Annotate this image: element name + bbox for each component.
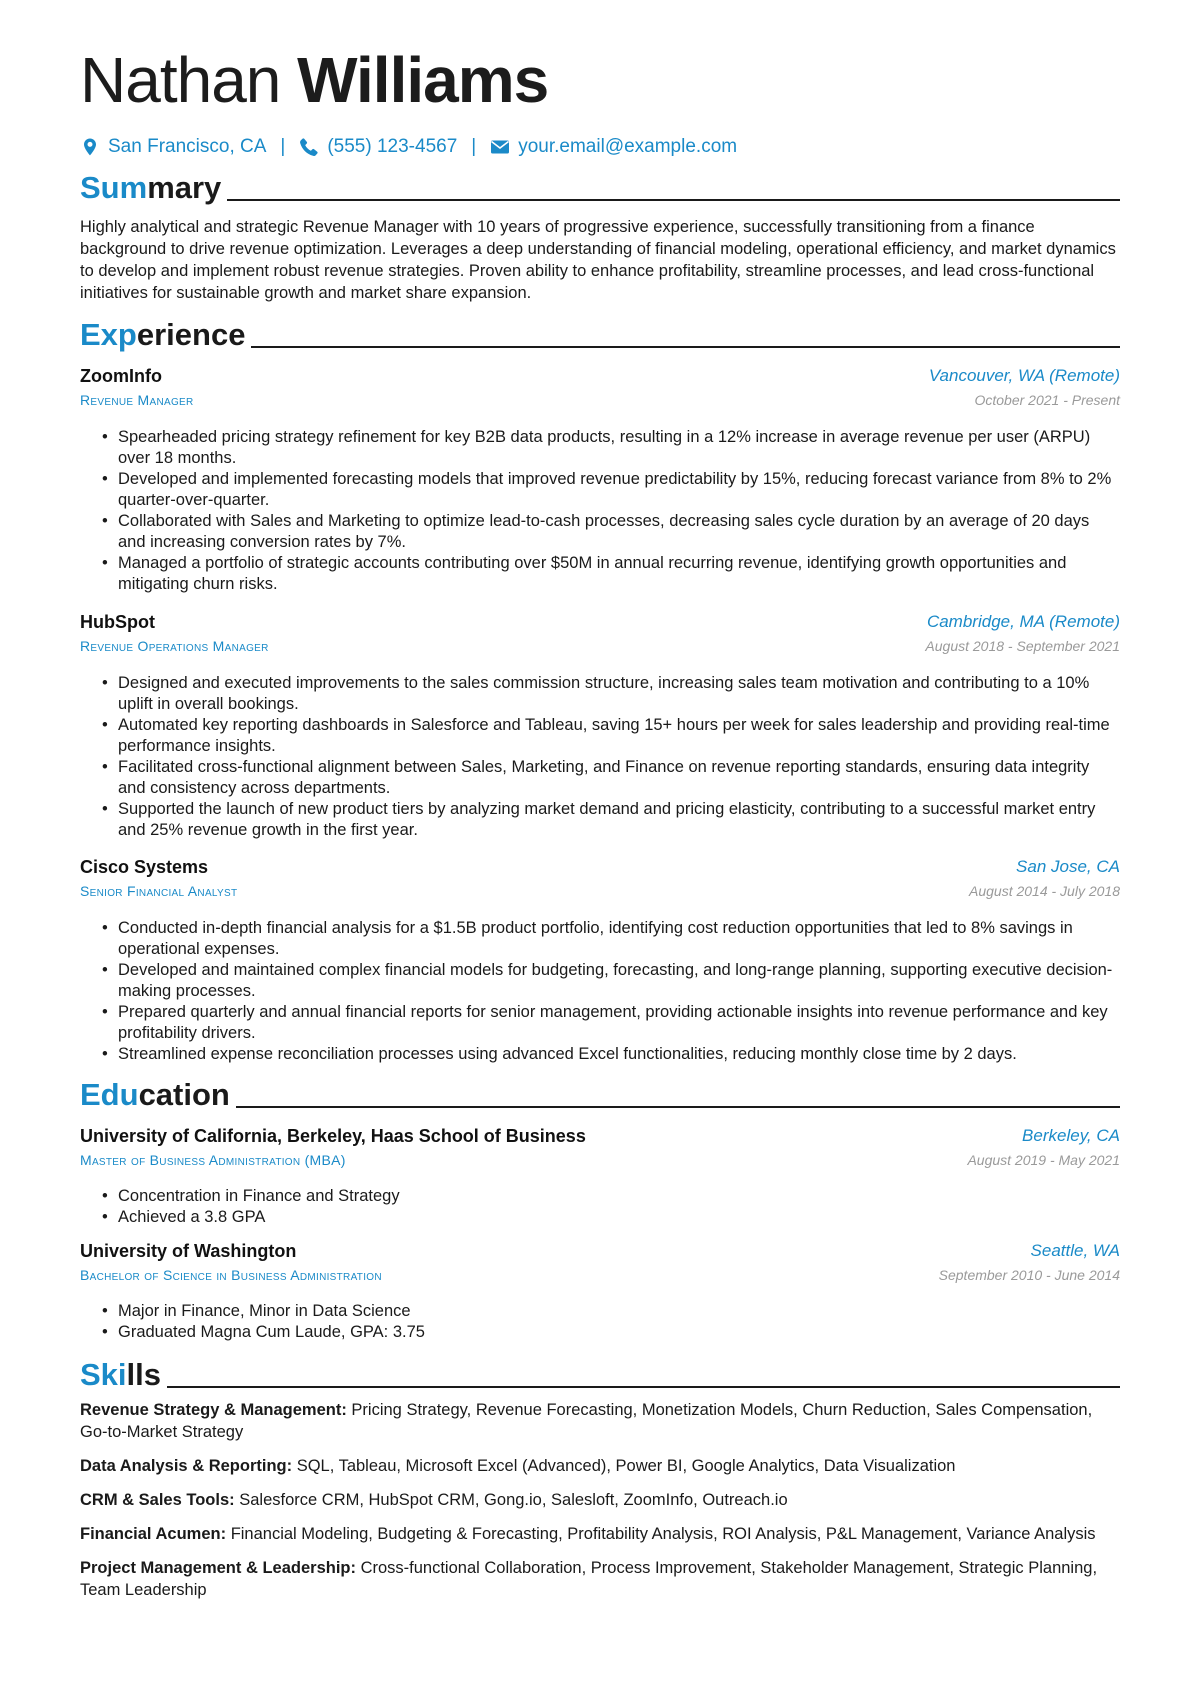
contact-separator: | bbox=[471, 136, 477, 157]
list-item: • Graduated Magna Cum Laude, GPA: 3.75 bbox=[80, 1322, 1120, 1343]
list-item: • Spearheaded pricing strategy refinement for key B2B data products, resulting in a 12% increase in average revenue per user (ARPU) over 18 months. bbox=[80, 427, 1120, 469]
section-title bbox=[80, 318, 245, 352]
email-text: your.email@example.com bbox=[518, 136, 738, 157]
section-divider bbox=[167, 1386, 1120, 1388]
entry-bullets bbox=[80, 427, 1120, 595]
list-item: • Automated key reporting dashboards in Salesforce and Tableau, saving 15+ hours per week for sales leadership and providing real-time performance insights. bbox=[80, 715, 1120, 757]
summary-text: Highly analytical and strategic Revenue Manager with 10 years of progressive experience, successfully transitioning from a finance background to drive revenue optimization. Leverages a deep understanding of financial modeling, operational efficiency, and market dynamics to develop and implement robust revenue strategies. Proven ability to enhance profitability, streamline processes, and lead cross-functional initiatives for sustainable growth and market share expansion. bbox=[80, 218, 1116, 302]
education-heading bbox=[80, 1072, 1120, 1112]
section-title bbox=[80, 1358, 161, 1392]
entry-location: Cambridge, MA (Remote) bbox=[926, 612, 1120, 631]
skill-row bbox=[80, 1489, 1120, 1511]
list-item: • Collaborated with Sales and Marketing to optimize lead-to-cash processes, decreasing sales cycle duration by an average of 20 days and increasing conversion rates by 7%. bbox=[80, 511, 1120, 553]
list-item: • Developed and implemented forecasting models that improved revenue predictability by 15%, reducing forecast variance from 8% to 2% quarter-over-quarter. bbox=[80, 469, 1120, 511]
entry-dates: September 2010 - June 2014 bbox=[938, 1267, 1120, 1283]
contact-location bbox=[80, 136, 266, 158]
location-text: San Francisco, CA bbox=[108, 136, 267, 157]
entry-role: Revenue Operations Manager bbox=[80, 638, 269, 654]
skill-category: Revenue Strategy & Management: bbox=[80, 1401, 347, 1419]
list-item: • Designed and executed improvements to the sales commission structure, increasing sales team motivation and contributing to a 10% uplift in overall bookings. bbox=[80, 673, 1120, 715]
entry-location: Seattle, WA bbox=[1030, 1241, 1120, 1260]
title-accent: Sum bbox=[80, 170, 148, 205]
entry-org: ZoomInfo bbox=[80, 366, 162, 386]
section-title bbox=[80, 1078, 230, 1112]
skill-category: Data Analysis & Reporting: bbox=[80, 1457, 293, 1475]
section-title bbox=[80, 171, 221, 205]
entry-location: San Jose, CA bbox=[1016, 857, 1120, 876]
list-item: • Major in Finance, Minor in Data Science bbox=[80, 1301, 1120, 1322]
entry-org: HubSpot bbox=[80, 612, 155, 632]
list-item: • Managed a portfolio of strategic accounts contributing over $50M in annual recurring revenue, identifying growth opportunities and mitigating churn risks. bbox=[80, 553, 1120, 595]
list-item: • Developed and maintained complex financial models for budgeting, forecasting, and long-range planning, supporting executive decision-making processes. bbox=[80, 960, 1120, 1002]
entry-role: Revenue Manager bbox=[80, 392, 194, 408]
entry-bullets bbox=[80, 918, 1120, 1065]
entry-role: Master of Business Administration (MBA) bbox=[80, 1152, 346, 1168]
title-accent: Edu bbox=[80, 1077, 139, 1112]
list-item: • Concentration in Finance and Strategy bbox=[80, 1186, 1120, 1207]
skills-heading bbox=[80, 1352, 1120, 1392]
first-name: Nathan bbox=[80, 44, 281, 116]
title-accent: Ski bbox=[80, 1357, 127, 1392]
last-name: Williams bbox=[297, 44, 549, 116]
entry-org: University of California, Berkeley, Haas School of Business bbox=[80, 1126, 586, 1146]
map-pin-icon bbox=[80, 137, 100, 157]
entry-org: Cisco Systems bbox=[80, 857, 209, 877]
skill-values: SQL, Tableau, Microsoft Excel (Advanced), Power BI, Google Analytics, Data Visualization bbox=[296, 1457, 956, 1475]
title-rest: mary bbox=[147, 170, 222, 205]
list-item: • Facilitated cross-functional alignment between Sales, Marketing, and Finance on revenue reporting standards, ensuring data integrity and consistency across departments. bbox=[80, 757, 1120, 799]
skill-values: Cross-functional Collaboration, Process Improvement, Stakeholder Management, Strategic Planning, Team Leadership bbox=[80, 1559, 1098, 1599]
section-divider bbox=[251, 346, 1120, 348]
entry-location: Vancouver, WA (Remote) bbox=[928, 366, 1120, 385]
contact-separator: | bbox=[280, 136, 286, 157]
skill-values: Pricing Strategy, Revenue Forecasting, Monetization Models, Churn Reduction, Sales Compensation, Go-to-Market Strategy bbox=[80, 1401, 1093, 1441]
candidate-name bbox=[80, 40, 548, 120]
entry-dates: October 2021 - Present bbox=[974, 392, 1120, 408]
envelope-icon bbox=[490, 137, 510, 157]
entry-bullets bbox=[80, 673, 1120, 841]
entry-location: Berkeley, CA bbox=[1022, 1126, 1120, 1145]
skill-category: Project Management & Leadership: bbox=[80, 1559, 356, 1577]
entry-bullets bbox=[80, 1186, 1120, 1228]
skill-row bbox=[80, 1399, 1120, 1443]
section-divider bbox=[227, 199, 1120, 201]
list-item: • Streamlined expense reconciliation processes using advanced Excel functionalities, reducing monthly close time by 2 days. bbox=[80, 1044, 1120, 1065]
entry-dates: August 2014 - July 2018 bbox=[969, 883, 1120, 899]
skill-row bbox=[80, 1557, 1120, 1601]
entry-role: Bachelor of Science in Business Administration bbox=[80, 1267, 382, 1283]
skill-row bbox=[80, 1523, 1120, 1545]
title-accent: Exp bbox=[80, 317, 137, 352]
section-divider bbox=[236, 1106, 1120, 1108]
title-rest: erience bbox=[136, 317, 246, 352]
entry-role: Senior Financial Analyst bbox=[80, 883, 238, 899]
list-item: • Prepared quarterly and annual financial reports for senior management, providing actionable insights into revenue performance and key profitability drivers. bbox=[80, 1002, 1120, 1044]
skill-category: CRM & Sales Tools: bbox=[80, 1491, 235, 1509]
title-rest: lls bbox=[126, 1357, 161, 1392]
skill-category: Financial Acumen: bbox=[80, 1525, 227, 1543]
skill-values: Salesforce CRM, HubSpot CRM, Gong.io, Salesloft, ZoomInfo, Outreach.io bbox=[239, 1491, 788, 1509]
entry-bullets bbox=[80, 1301, 1120, 1343]
list-item: • Supported the launch of new product tiers by analyzing market demand and pricing elasticity, contributing to a successful market entry and 25% revenue growth in the first year. bbox=[80, 799, 1120, 841]
contact-line bbox=[80, 134, 737, 160]
title-rest: cation bbox=[138, 1077, 230, 1112]
experience-heading bbox=[80, 312, 1120, 352]
list-item: • Conducted in-depth financial analysis for a $1.5B product portfolio, identifying cost reduction opportunities that led to 8% savings in operational expenses. bbox=[80, 918, 1120, 960]
contact-phone[interactable] bbox=[299, 136, 457, 158]
summary-heading bbox=[80, 165, 1120, 205]
skill-row bbox=[80, 1455, 1120, 1477]
entry-org: University of Washington bbox=[80, 1241, 297, 1261]
entry-dates: August 2018 - September 2021 bbox=[925, 638, 1120, 654]
phone-icon bbox=[299, 137, 319, 157]
skill-values: Financial Modeling, Budgeting & Forecasting, Profitability Analysis, ROI Analysis, P&L Management, Variance Analysis bbox=[230, 1525, 1096, 1543]
entry-dates: August 2019 - May 2021 bbox=[967, 1152, 1120, 1168]
phone-text: (555) 123-4567 bbox=[327, 136, 458, 157]
contact-email[interactable] bbox=[490, 136, 737, 158]
list-item: • Achieved a 3.8 GPA bbox=[80, 1207, 1120, 1228]
